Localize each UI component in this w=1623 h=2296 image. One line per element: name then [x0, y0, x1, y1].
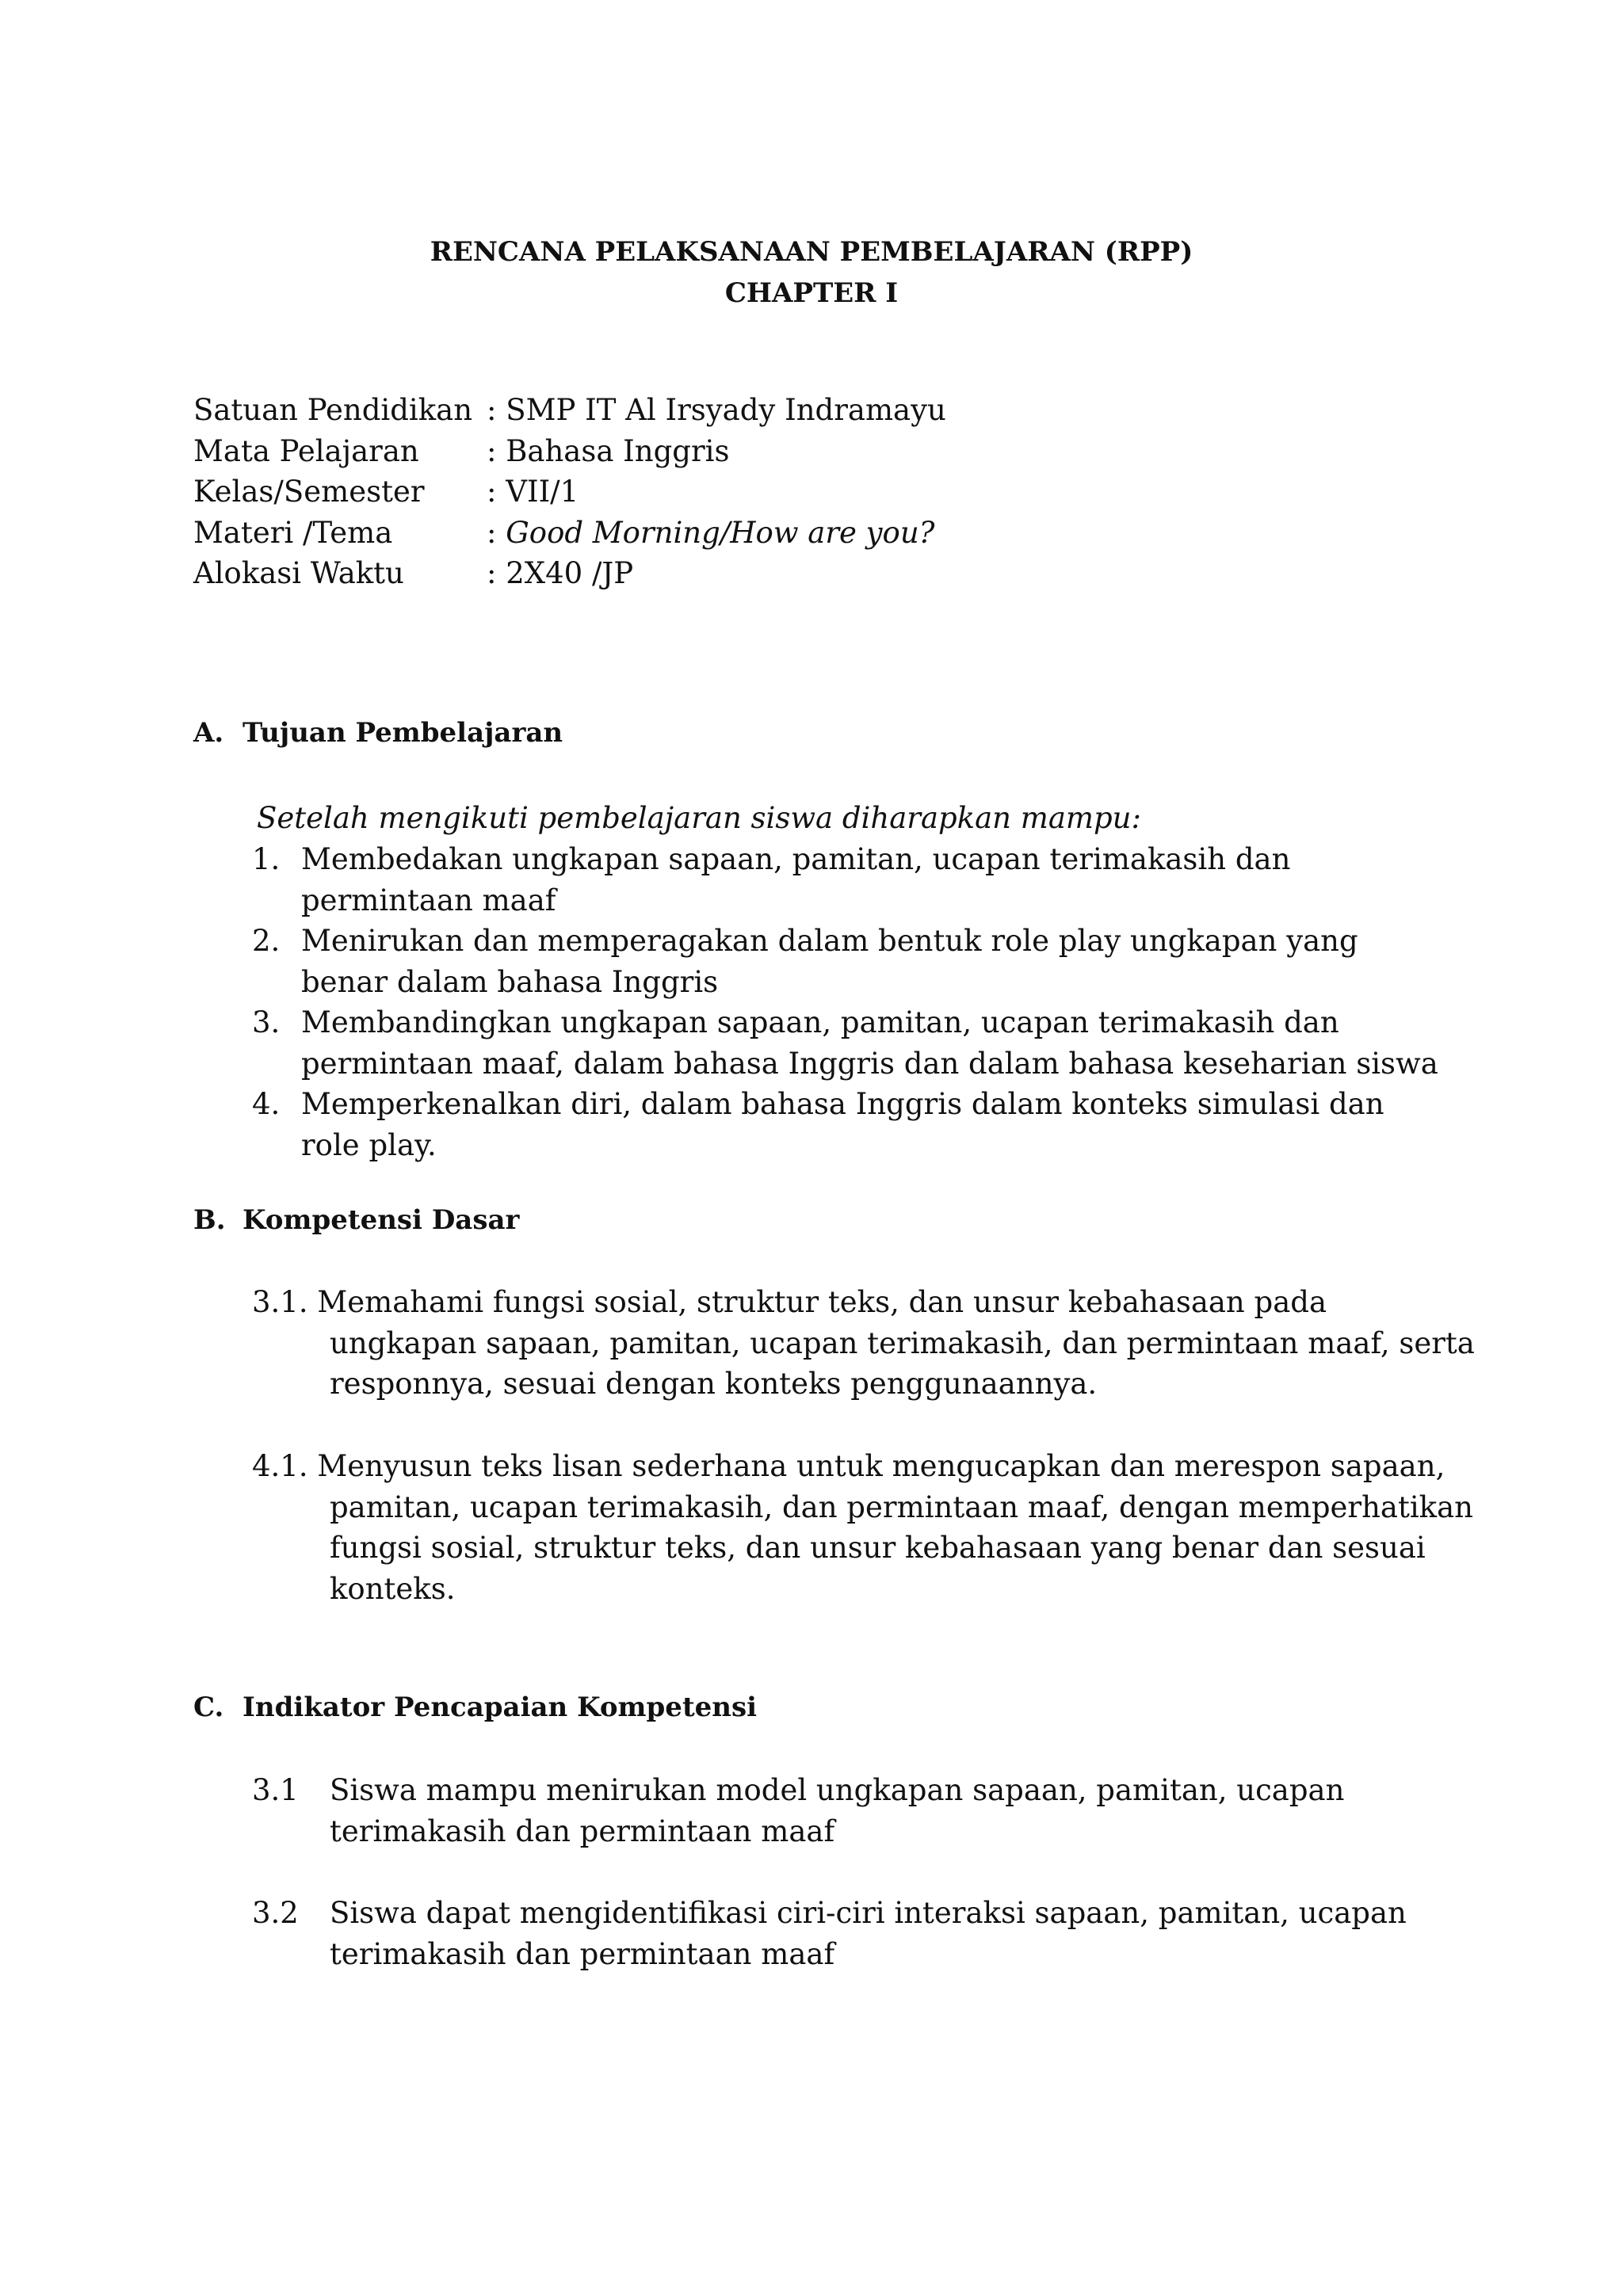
list-text: Membandingkan ungkapan sapaan, pamitan, ucapan terimakasih dan permintaan maaf, dalam bahasa Inggris dan dalam bahasa keseharian siswa	[301, 1005, 1438, 1081]
section-letter: C.	[193, 1691, 224, 1723]
document-title: RENCANA PELAKSANAAN PEMBELAJARAN (RPP)	[430, 236, 1193, 268]
identity-value: : Bahasa Inggris	[487, 433, 730, 468]
list-text: Menirukan dan memperagakan dalam bentuk role play ungkapan yang benar dalam bahasa Inggris	[301, 924, 1358, 999]
list-number: 2.	[252, 924, 281, 958]
objectives-list	[252, 839, 1441, 1165]
section-title: Indikator Pencapaian Kompetensi	[242, 1691, 758, 1723]
identity-value: : Good Morning/How are you?	[487, 515, 935, 550]
list-number: 4.	[252, 1087, 281, 1121]
competency-continuation: ungkapan sapaan, pamitan, ucapan terimakasih, dan permintaan maaf, serta responnya, sesuai dengan konteks penggunaannya.	[330, 1325, 1475, 1401]
section-title: Tujuan Pembelajaran	[242, 717, 563, 749]
list-item	[252, 839, 1441, 921]
list-text: Memperkenalkan diri, dalam bahasa Inggris dalam konteks simulasi dan role play.	[301, 1087, 1384, 1162]
identity-value: : SMP IT Al Irsyady Indramayu	[487, 393, 946, 427]
identity-label: Satuan Pendidikan	[193, 393, 473, 427]
section-c-heading	[193, 1691, 757, 1723]
indicator-text: Siswa mampu menirukan model ungkapan sapaan, pamitan, ucapan terimakasih dan permintaan maaf	[330, 1773, 1345, 1848]
list-number: 1.	[252, 842, 281, 876]
competency-item	[252, 1446, 1480, 1609]
competency-first-line: 3.1. Memahami fungsi sosial, struktur teks, dan unsur kebahasaan pada	[252, 1285, 1327, 1319]
indicator-text: Siswa dapat mengidentifikasi ciri-ciri interaksi sapaan, pamitan, ucapan terimakasih dan permintaan maaf	[330, 1896, 1407, 1971]
identity-label: Alokasi Waktu	[193, 556, 404, 590]
identity-value: : 2X40 /JP	[487, 556, 634, 590]
document-subtitle: CHAPTER I	[724, 277, 899, 309]
section-title: Kompetensi Dasar	[242, 1204, 520, 1236]
list-item	[252, 1002, 1441, 1084]
objectives-intro: Setelah mengikuti pembelajaran siswa diharapkan mampu:	[257, 801, 1141, 835]
list-item	[252, 921, 1441, 1002]
section-a-heading	[193, 717, 563, 749]
indicator-item	[252, 1893, 1480, 1974]
section-letter: B.	[193, 1204, 226, 1236]
list-item	[252, 1084, 1441, 1165]
competency-first-line: 4.1. Menyusun teks lisan sederhana untuk mengucapkan dan merespon sapaan,	[252, 1449, 1445, 1483]
identity-label: Kelas/Semester	[193, 475, 425, 509]
identity-label: Materi /Tema	[193, 515, 393, 550]
indicator-number: 3.1	[252, 1773, 299, 1807]
list-number: 3.	[252, 1005, 281, 1039]
indicator-number: 3.2	[252, 1896, 299, 1930]
identity-value: : VII/1	[487, 475, 579, 509]
indicator-item	[252, 1770, 1480, 1852]
identity-label: Mata Pelajaran	[193, 433, 419, 468]
competency-continuation: pamitan, ucapan terimakasih, dan permintaan maaf, dengan memperhatikan fungsi sosial, struktur teks, dan unsur kebahasaan yang benar dan sesuai konteks.	[330, 1489, 1473, 1606]
section-b-heading	[193, 1204, 519, 1236]
list-text: Membedakan ungkapan sapaan, pamitan, ucapan terimakasih dan permintaan maaf	[301, 842, 1291, 917]
section-letter: A.	[193, 717, 224, 749]
competency-item	[252, 1282, 1480, 1405]
